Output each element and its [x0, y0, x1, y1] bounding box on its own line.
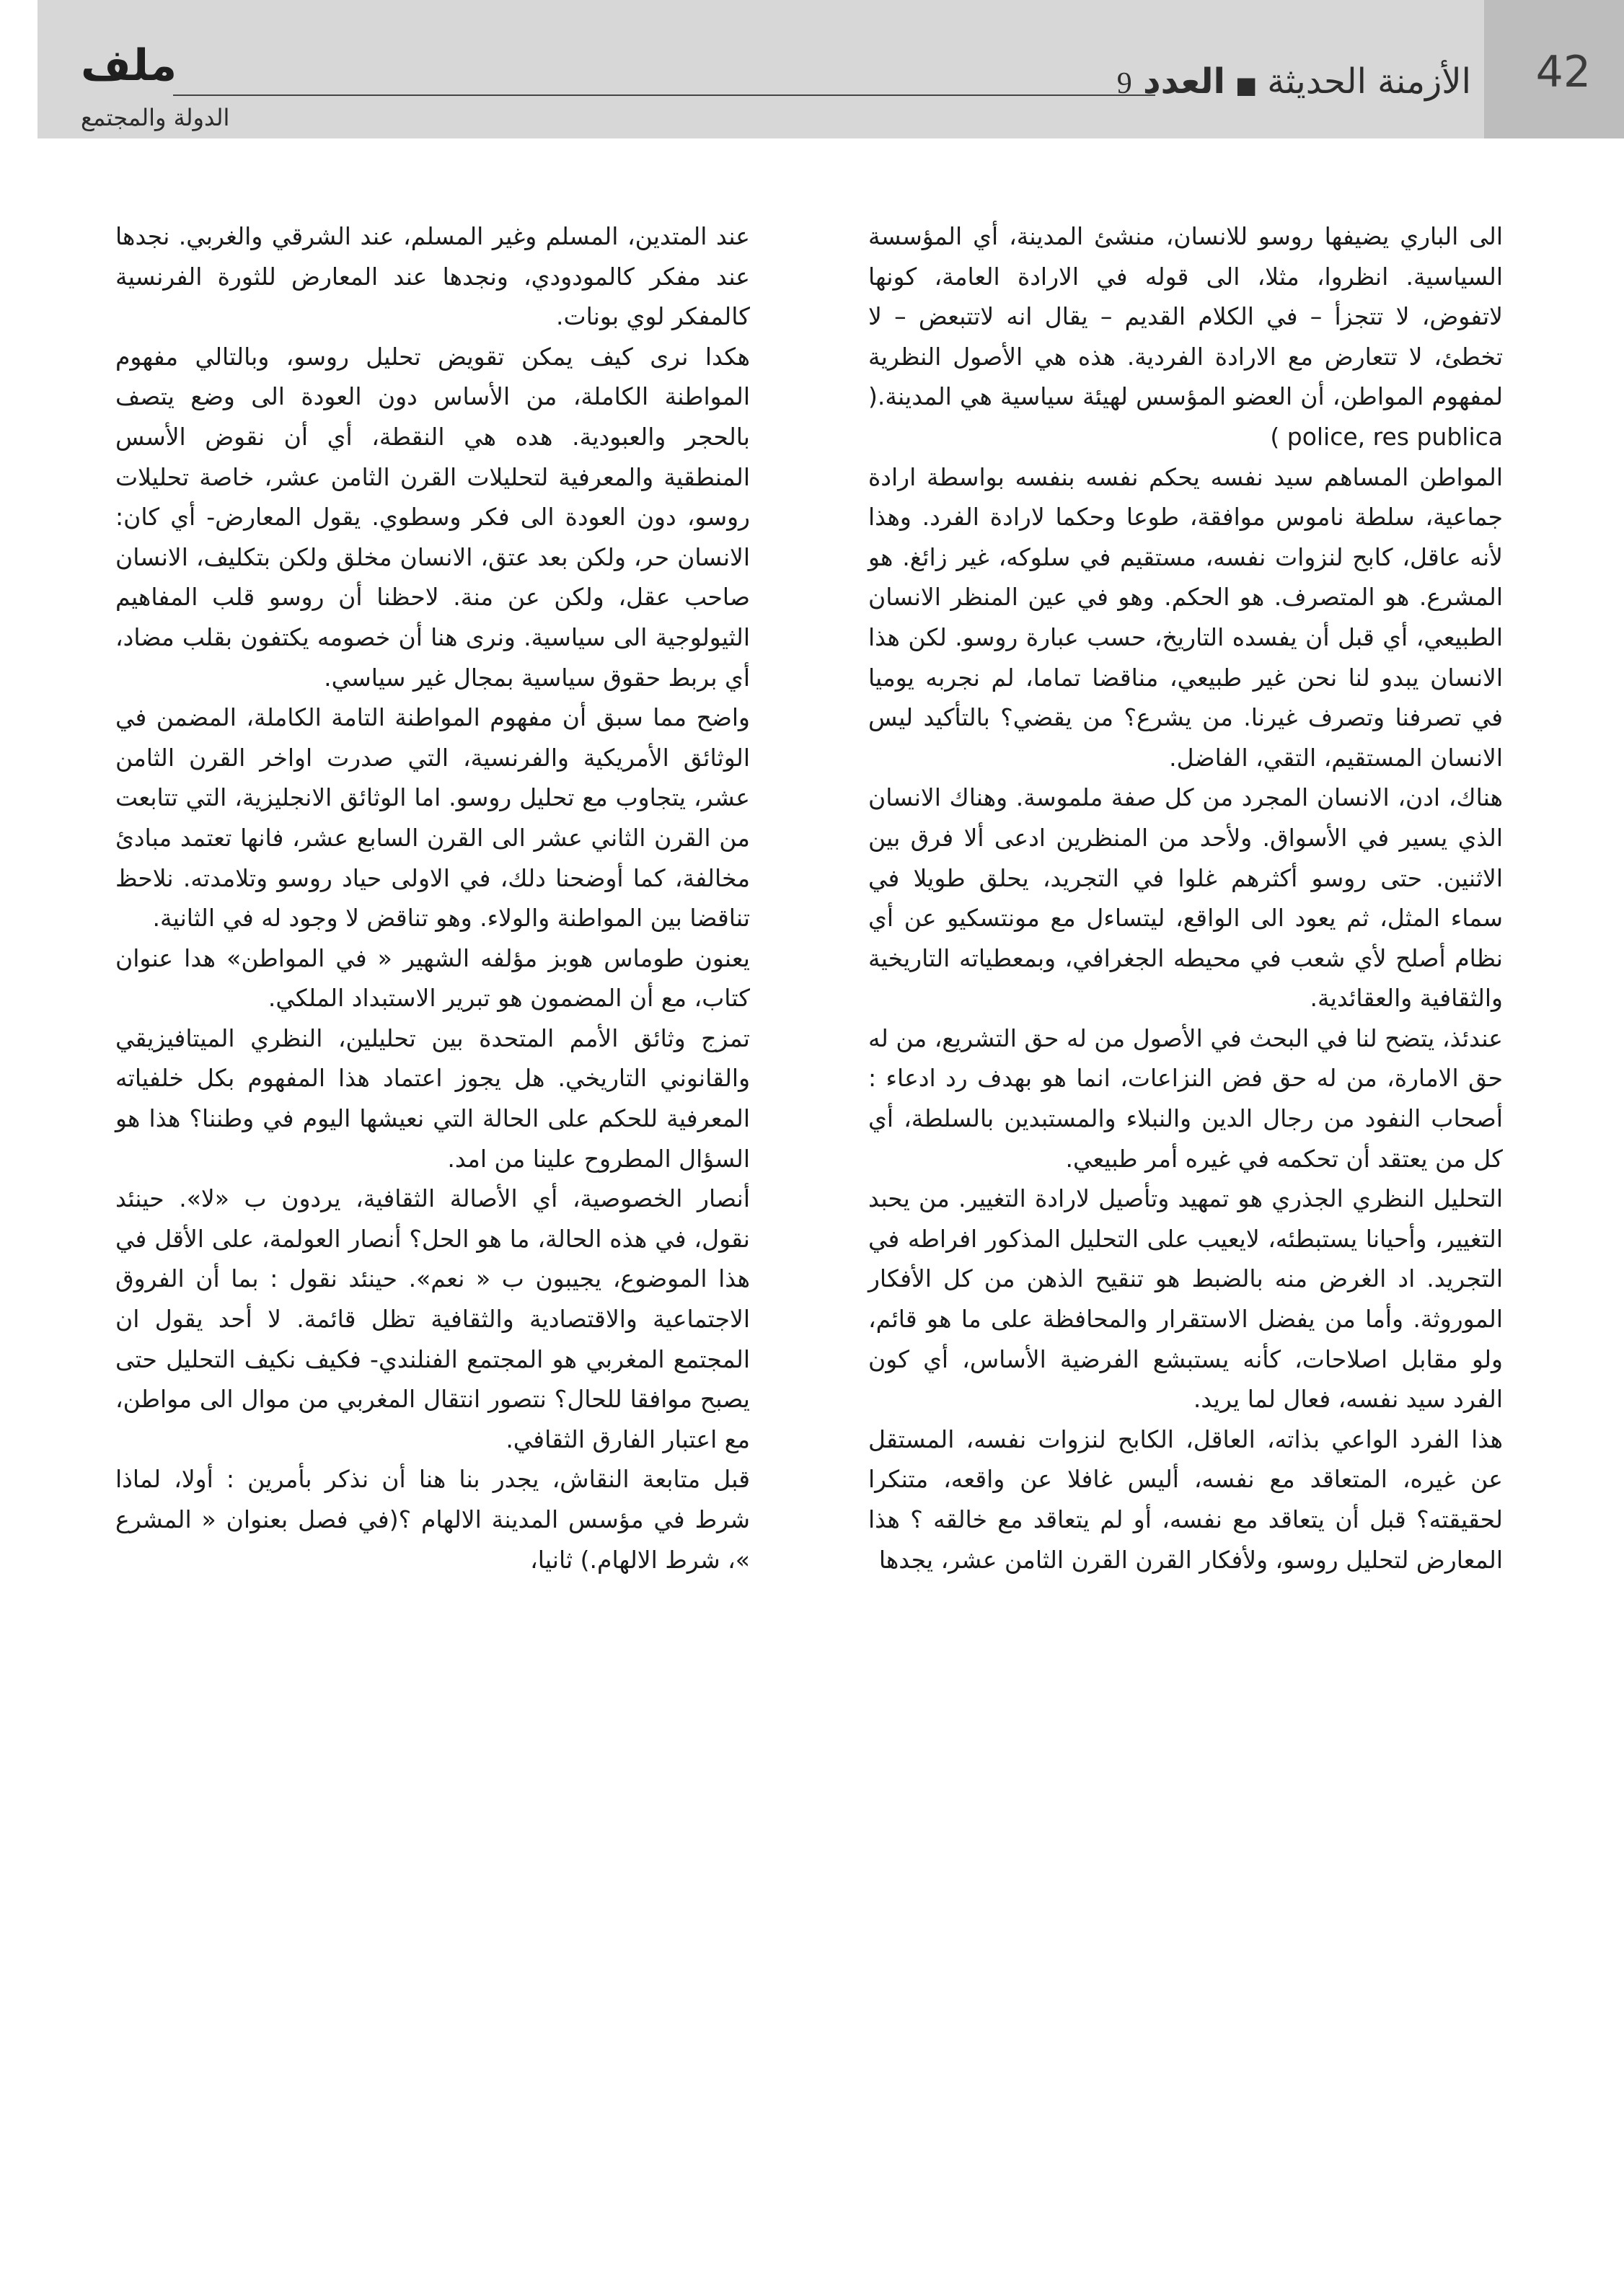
left-column [115, 216, 750, 1580]
separator-square-icon: ■ [1235, 71, 1258, 99]
section-subtitle: الدولة والمجتمع [81, 104, 230, 131]
paragraph: أنصار الخصوصية، أي الأصالة الثقافية، يردون ب «لا». حينئد نقول، في هذه الحالة، ما هو الحل؟ أنصار العولمة، على الأقل في هذا الموضوع، يجيبون ب « نعم». حينئد نقول : بما أن الفروق الاجتماعية والاقتصادية والثقافية تظل قائمة. لا أحد يقول ان المجتمع المغربي هو المجتمع الفنلندي- فكيف نكيف التحليل حتى يصبح موافقا للحال؟ نتصور انتقال المغربي من موال الى مواطن، مع اعتبار الفارق الثقافي. [115, 1184, 750, 1453]
paragraph: هناك، ادن، الانسان المجرد من كل صفة ملموسة. وهناك الانسان الذي يسير في الأسواق. ولأحد من المنظرين ادعى ألا فرق بين الاثنين. حتى روسو أكثرهم غلوا في التجريد، يحلق طويلا في سماء المثل، ثم يعود الى الواقع، ليتساءل مع مونتسكيو عن أي نظام أصلح لأي شعب في محيطه الجغرافي، وبمعطياته التاريخية والثقافية والعقائدية. [868, 783, 1503, 1013]
right-column [868, 216, 1503, 1580]
issue-number: 9 [1116, 67, 1132, 100]
magazine-title: الأزمنة الحديثة [1267, 61, 1471, 102]
page-number: 42 [1535, 47, 1591, 97]
paragraph: هذا الفرد الواعي بذاته، العاقل، الكابح لنزوات نفسه، المستقل عن غيره، المتعاقد مع نفسه، أليس غافلا عن واقعه، متنكرا لحقيقته؟ قبل أن يتعاقد مع نفسه، أو لم يتعاقد مع خالقه ؟ هذا المعارض لتحليل روسو، ولأفكار القرن القرن الثامن عشر، يجدها [868, 1425, 1503, 1574]
section-label: ملف [81, 40, 177, 91]
paragraph: هكدا نرى كيف يمكن تقويض تحليل روسو، وبالتالي مفهوم المواطنة الكاملة، من الأساس دون العودة الى وضع يتصف بالحجر والعبودية. هده هي النقطة، أي أن نقوض الأسس المنطقية والمعرفية لتحليلات القرن الثامن عشر، خاصة تحليلات روسو، دون العودة الى فكر وسطوي. يقول المعارض- أي كان: الانسان حر، ولكن بعد عتق، الانسان مخلق ولكن بتكليف، الانسان صاحب عقل، ولكن عن منة. لاحظنا أن روسو قلب المفاهيم الثيولوجية الى سياسية. ونرى هنا أن خصومه يكتفون بقلب مضاد، أي بربط حقوق سياسية بمجال غير سياسي. [115, 342, 750, 692]
paragraph: عند المتدين، المسلم وغير المسلم، عند الشرقي والغربي. نجدها عند مفكر كالمودودي، ونجدها عند المعارض للثورة الفرنسية كالمفكر لوي بونات. [115, 222, 750, 331]
paragraph: الى الباري يضيفها روسو للانسان، منشئ المدينة، أي المؤسسة السياسية. انظروا، مثلا، الى قوله في الارادة العامة، كونها لاتفوض، لا تتجزأ – في الكلام القديم – يقال انه لاتتبعض – لا تخطئ، لا تتعارض مع الارادة الفردية. هذه هي الأصول النظرية لمفهوم المواطن، أن العضو المؤسس لهيئة سياسية هي المدينة.( police, res publica ) [868, 222, 1503, 451]
header-rule [173, 94, 1155, 96]
paragraph: التحليل النظري الجذري هو تمهيد وتأصيل لارادة التغيير. من يحبد التغيير، وأحيانا يستبطئه، لايعيب على التحليل المذكور افراطه في التجريد. اد الغرض منه بالضبط هو تنقيح الذهن من كل الأفكار الموروثة. وأما من يفضل الاستقرار والمحافظة على ما هو قائم، ولو مقابل اصلاحات، كأنه يستبشع الفرضية الأساس، أي كون الفرد سيد نفسه، فعال لما يريد. [868, 1184, 1503, 1414]
paragraph: قبل متابعة النقاش، يجدر بنا هنا أن نذكر بأمرين : أولا، لماذا شرط في مؤسس المدينة الالهام ؟(في فصل بعنوان « المشرع »، شرط الالهام.) ثانيا، [115, 1465, 750, 1574]
paragraph: واضح مما سبق أن مفهوم المواطنة التامة الكاملة، المضمن في الوثائق الأمريكية والفرنسية، التي صدرت اواخر القرن الثامن عشر، يتجاوب مع تحليل روسو. اما الوثائق الانجليزية، التي تتابعت من القرن الثاني عشر الى القرن السابع عشر، فانها تعتمد مبادئ مخالفة، كما أوضحنا دلك، في الاولى حياد روسو وتلامدته. نلاحظ تناقضا بين المواطنة والولاء. وهو تناقض لا وجود له في الثانية. [115, 703, 750, 933]
paragraph: المواطن المساهم سيد نفسه يحكم نفسه بنفسه بواسطة ارادة جماعية، سلطة ناموس موافقة، طوعا وحكما لارادة الفرد. وهذا لأنه عاقل، كابح لنزوات نفسه، مستقيم في سلوكه، غير زائغ. هو المشرع. هو المتصرف. هو الحكم. وهو في عين المنظر الانسان الطبيعي، أي قبل أن يفسده التاريخ، حسب عبارة روسو. لكن هذا الانسان يبدو لنا نحن غير طبيعي، مناقضا تماما، لم نجربه يوميا في تصرفنا وتصرف غيرنا. من يشرع؟ من يقضي؟ بالتأكيد ليس الانسان المستقيم، التقي، الفاضل. [868, 462, 1503, 772]
page-number-box [1484, 0, 1624, 138]
paragraph: تمزج وثائق الأمم المتحدة بين تحليلين، النظري الميتافيزيقي والقانوني التاريخي. هل يجوز اعتماد هذا المفهوم بكل خلفياته المعرفية للحكم على الحالة التي نعيشها اليوم في وطننا؟ هذا هو السؤال المطروح علينا من امد. [115, 1023, 750, 1173]
paragraph: يعنون طوماس هوبز مؤلفه الشهير « في المواطن» هدا عنوان كتاب، مع أن المضمون هو تبرير الاستبداد الملكي. [115, 943, 750, 1013]
issue-label: العدد [1143, 61, 1225, 102]
running-head [1117, 62, 1471, 105]
paragraph: عندئذ، يتضح لنا في البحث في الأصول من له حق التشريع، من له حق الامارة، من له حق فض النزاعات، انما هو بهدف رد ادعاء : أصحاب النفود من رجال الدين والنبلاء والمستبدين بالسلطة، أي كل من يعتقد أن تحكمه في غيره أمر طبيعي. [868, 1023, 1503, 1173]
